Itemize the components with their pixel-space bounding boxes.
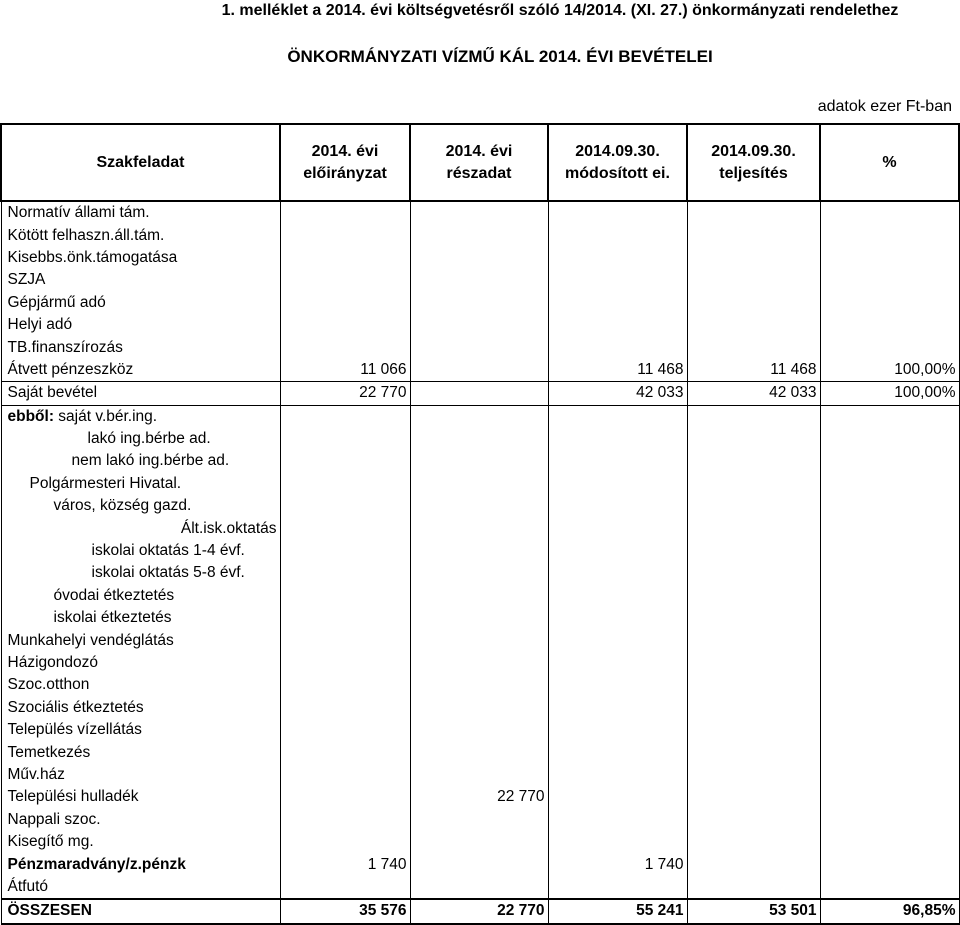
row-label bbox=[1, 314, 280, 336]
row-label-text: Kisebbs.önk.támogatása bbox=[7, 248, 178, 266]
row-label-text: Települési hulladék bbox=[7, 788, 139, 806]
cell-c3 bbox=[548, 495, 687, 517]
cell-c3 bbox=[548, 652, 687, 674]
cell-c1 bbox=[280, 741, 410, 763]
table-row bbox=[1, 876, 959, 899]
cell-c4 bbox=[687, 697, 820, 719]
cell-c5: 100,00% bbox=[820, 382, 959, 405]
total-c4: 53 501 bbox=[687, 899, 820, 923]
row-label-text: Polgármesteri Hivatal. bbox=[29, 474, 182, 492]
row-label bbox=[1, 786, 280, 808]
cell-c2 bbox=[410, 697, 548, 719]
row-label bbox=[1, 585, 280, 607]
row-label-text: Normatív állami tám. bbox=[7, 204, 150, 222]
row-label bbox=[1, 382, 280, 405]
cell-c2 bbox=[410, 853, 548, 875]
row-label-prefix: ebből: bbox=[7, 407, 54, 425]
cell-c3 bbox=[548, 585, 687, 607]
cell-c1: 1 740 bbox=[280, 853, 410, 875]
cell-c3 bbox=[548, 607, 687, 629]
table-row bbox=[1, 831, 959, 853]
table-row bbox=[1, 809, 959, 831]
cell-c4 bbox=[687, 719, 820, 741]
cell-c5 bbox=[820, 428, 959, 450]
cell-c3 bbox=[548, 517, 687, 539]
cell-c3 bbox=[548, 405, 687, 428]
cell-c3 bbox=[548, 473, 687, 495]
cell-c5 bbox=[820, 741, 959, 763]
table-row bbox=[1, 719, 959, 741]
cell-c4 bbox=[687, 495, 820, 517]
table-row bbox=[1, 314, 959, 336]
cell-c1 bbox=[280, 224, 410, 246]
cell-c2 bbox=[410, 359, 548, 382]
cell-c5 bbox=[820, 247, 959, 269]
row-label-text: nem lakó ing.bérbe ad. bbox=[71, 452, 230, 470]
cell-c2 bbox=[410, 292, 548, 314]
cell-c1 bbox=[280, 428, 410, 450]
row-label-text: Munkahelyi vendéglátás bbox=[7, 631, 174, 649]
table-header-row bbox=[1, 124, 959, 201]
row-label-text: Nappali szoc. bbox=[7, 810, 101, 828]
cell-c5 bbox=[820, 831, 959, 853]
cell-c5 bbox=[820, 853, 959, 875]
revenue-table bbox=[0, 123, 960, 925]
cell-c1 bbox=[280, 517, 410, 539]
row-label bbox=[1, 495, 280, 517]
cell-c4 bbox=[687, 741, 820, 763]
row-label-text: város, község gazd. bbox=[53, 497, 192, 515]
row-label-text: Műv.ház bbox=[7, 765, 65, 783]
cell-c1: 22 770 bbox=[280, 382, 410, 405]
cell-c3 bbox=[548, 314, 687, 336]
row-label-text: SZJA bbox=[7, 271, 46, 289]
cell-c3: 11 468 bbox=[548, 359, 687, 382]
row-label bbox=[1, 336, 280, 358]
row-label bbox=[1, 292, 280, 314]
cell-c5 bbox=[820, 495, 959, 517]
table-row bbox=[1, 336, 959, 358]
col-header-teljesites: 2014.09.30. teljesítés bbox=[687, 124, 820, 201]
cell-c4 bbox=[687, 652, 820, 674]
cell-c4 bbox=[687, 473, 820, 495]
cell-c5 bbox=[820, 540, 959, 562]
cell-c2 bbox=[410, 562, 548, 584]
cell-c5 bbox=[820, 585, 959, 607]
row-label-text: Szociális étkeztetés bbox=[7, 698, 144, 716]
row-label bbox=[1, 652, 280, 674]
table-row bbox=[1, 764, 959, 786]
cell-c2 bbox=[410, 831, 548, 853]
cell-c3 bbox=[548, 741, 687, 763]
cell-c4 bbox=[687, 853, 820, 875]
table-row bbox=[1, 450, 959, 472]
cell-c4 bbox=[687, 201, 820, 224]
col-header-reszadat: 2014. évi részadat bbox=[410, 124, 548, 201]
cell-c2 bbox=[410, 450, 548, 472]
document-title: ÖNKORMÁNYZATI VÍZMŰ KÁL 2014. ÉVI BEVÉTELEI bbox=[287, 47, 713, 66]
cell-c1 bbox=[280, 786, 410, 808]
cell-c1 bbox=[280, 652, 410, 674]
row-label bbox=[1, 719, 280, 741]
cell-c4 bbox=[687, 585, 820, 607]
cell-c3 bbox=[548, 428, 687, 450]
cell-c3 bbox=[548, 764, 687, 786]
cell-c1 bbox=[280, 292, 410, 314]
cell-c2 bbox=[410, 741, 548, 763]
cell-c5 bbox=[820, 517, 959, 539]
table-row bbox=[1, 607, 959, 629]
cell-c5 bbox=[820, 336, 959, 358]
cell-c4 bbox=[687, 809, 820, 831]
cell-c2 bbox=[410, 629, 548, 651]
row-label bbox=[1, 562, 280, 584]
cell-c1 bbox=[280, 629, 410, 651]
cell-c4 bbox=[687, 247, 820, 269]
cell-c4: 42 033 bbox=[687, 382, 820, 405]
cell-c2 bbox=[410, 336, 548, 358]
cell-c2 bbox=[410, 314, 548, 336]
cell-c4 bbox=[687, 450, 820, 472]
document-reference: 1. melléklet a 2014. évi költségvetésről szóló 14/2014. (XI. 27.) önkormányzati rendelethez bbox=[221, 2, 899, 19]
cell-c1 bbox=[280, 473, 410, 495]
cell-c5 bbox=[820, 201, 959, 224]
cell-c3 bbox=[548, 629, 687, 651]
cell-c4 bbox=[687, 764, 820, 786]
cell-c5 bbox=[820, 562, 959, 584]
cell-c1 bbox=[280, 540, 410, 562]
cell-c3 bbox=[548, 336, 687, 358]
cell-c1 bbox=[280, 314, 410, 336]
row-label bbox=[1, 428, 280, 450]
table-row bbox=[1, 201, 959, 224]
row-label-text: Kötött felhaszn.áll.tám. bbox=[7, 226, 165, 244]
total-c1: 35 576 bbox=[280, 899, 410, 923]
cell-c5 bbox=[820, 652, 959, 674]
cell-c2 bbox=[410, 674, 548, 696]
table-row bbox=[1, 359, 959, 382]
cell-c5 bbox=[820, 607, 959, 629]
row-label-text: Gépjármű adó bbox=[7, 293, 106, 311]
cell-c3: 42 033 bbox=[548, 382, 687, 405]
row-label-text: Szoc.otthon bbox=[7, 676, 90, 694]
row-label bbox=[1, 517, 280, 539]
row-label bbox=[1, 809, 280, 831]
table-row bbox=[1, 629, 959, 651]
row-label bbox=[1, 405, 280, 428]
cell-c2 bbox=[410, 585, 548, 607]
cell-c1 bbox=[280, 405, 410, 428]
cell-c2 bbox=[410, 405, 548, 428]
row-label-text: Kisegítő mg. bbox=[7, 833, 94, 851]
cell-c4 bbox=[687, 292, 820, 314]
row-label-text: Átfutó bbox=[7, 877, 48, 895]
row-label-text: Település vízellátás bbox=[7, 721, 142, 739]
cell-c3 bbox=[548, 247, 687, 269]
table-row bbox=[1, 786, 959, 808]
table-row bbox=[1, 382, 959, 405]
row-label-text: Saját bevétel bbox=[7, 384, 98, 402]
cell-c3 bbox=[548, 697, 687, 719]
table-row bbox=[1, 428, 959, 450]
col-header-modositott: 2014.09.30. módosított ei. bbox=[548, 124, 687, 201]
cell-c3 bbox=[548, 224, 687, 246]
cell-c4 bbox=[687, 517, 820, 539]
row-label bbox=[1, 697, 280, 719]
row-label bbox=[1, 269, 280, 291]
cell-c3 bbox=[548, 450, 687, 472]
row-label-text: Temetkezés bbox=[7, 743, 91, 761]
cell-c2 bbox=[410, 607, 548, 629]
cell-c2 bbox=[410, 764, 548, 786]
cell-c1 bbox=[280, 247, 410, 269]
cell-c5 bbox=[820, 269, 959, 291]
total-row bbox=[1, 899, 959, 923]
col-header-eloiranyzat: 2014. évi előirányzat bbox=[280, 124, 410, 201]
row-label-text: saját v.bér.ing. bbox=[54, 407, 158, 425]
cell-c5 bbox=[820, 876, 959, 899]
cell-c1 bbox=[280, 495, 410, 517]
cell-c1 bbox=[280, 876, 410, 899]
cell-c1 bbox=[280, 336, 410, 358]
row-label bbox=[1, 853, 280, 875]
cell-c1 bbox=[280, 562, 410, 584]
row-label-text: Ált.isk.oktatás bbox=[180, 519, 277, 537]
cell-c1 bbox=[280, 585, 410, 607]
row-label-text: iskolai oktatás 1-4 évf. bbox=[91, 542, 245, 560]
row-label bbox=[1, 629, 280, 651]
row-label bbox=[1, 201, 280, 224]
cell-c3 bbox=[548, 831, 687, 853]
table-row bbox=[1, 473, 959, 495]
row-label bbox=[1, 764, 280, 786]
cell-c4 bbox=[687, 405, 820, 428]
cell-c5 bbox=[820, 719, 959, 741]
row-label bbox=[1, 450, 280, 472]
cell-c4 bbox=[687, 629, 820, 651]
cell-c3 bbox=[548, 540, 687, 562]
cell-c5 bbox=[820, 809, 959, 831]
cell-c5 bbox=[820, 764, 959, 786]
cell-c3 bbox=[548, 269, 687, 291]
cell-c2 bbox=[410, 719, 548, 741]
col-header-szakfeladat: Szakfeladat bbox=[1, 124, 280, 201]
col-header-percent: % bbox=[820, 124, 959, 201]
cell-c3 bbox=[548, 674, 687, 696]
cell-c1 bbox=[280, 201, 410, 224]
total-label: ÖSSZESEN bbox=[1, 899, 280, 923]
row-label bbox=[1, 247, 280, 269]
row-label bbox=[1, 741, 280, 763]
cell-c2 bbox=[410, 201, 548, 224]
table-row bbox=[1, 674, 959, 696]
cell-c4 bbox=[687, 428, 820, 450]
cell-c3 bbox=[548, 292, 687, 314]
total-c2: 22 770 bbox=[410, 899, 548, 923]
row-label-text: óvodai étkeztetés bbox=[53, 586, 175, 604]
cell-c2 bbox=[410, 540, 548, 562]
cell-c4 bbox=[687, 336, 820, 358]
table-row bbox=[1, 495, 959, 517]
cell-c4 bbox=[687, 831, 820, 853]
row-label-text: Házigondozó bbox=[7, 654, 98, 671]
cell-c1 bbox=[280, 269, 410, 291]
row-label bbox=[1, 674, 280, 696]
cell-c4 bbox=[687, 314, 820, 336]
cell-c4 bbox=[687, 562, 820, 584]
cell-c4 bbox=[687, 540, 820, 562]
cell-c2 bbox=[410, 247, 548, 269]
cell-c4 bbox=[687, 786, 820, 808]
cell-c3 bbox=[548, 786, 687, 808]
row-label bbox=[1, 224, 280, 246]
cell-c2 bbox=[410, 382, 548, 405]
cell-c1 bbox=[280, 719, 410, 741]
total-c5: 96,85% bbox=[820, 899, 959, 923]
table-row bbox=[1, 517, 959, 539]
cell-c4 bbox=[687, 674, 820, 696]
cell-c3 bbox=[548, 809, 687, 831]
total-c3: 55 241 bbox=[548, 899, 687, 923]
row-label-text: TB.finanszírozás bbox=[7, 338, 123, 356]
row-label-text: lakó ing.bérbe ad. bbox=[87, 430, 211, 448]
table-row bbox=[1, 540, 959, 562]
cell-c2 bbox=[410, 495, 548, 517]
cell-c5 bbox=[820, 450, 959, 472]
cell-c1 bbox=[280, 831, 410, 853]
table-row bbox=[1, 652, 959, 674]
row-label-text: iskolai étkeztetés bbox=[53, 609, 172, 627]
row-label bbox=[1, 473, 280, 495]
cell-c1 bbox=[280, 674, 410, 696]
cell-c2 bbox=[410, 224, 548, 246]
table-row bbox=[1, 247, 959, 269]
cell-c1 bbox=[280, 450, 410, 472]
table-row bbox=[1, 853, 959, 875]
cell-c5 bbox=[820, 697, 959, 719]
table-row bbox=[1, 224, 959, 246]
table-row bbox=[1, 269, 959, 291]
cell-c1 bbox=[280, 607, 410, 629]
row-label bbox=[1, 831, 280, 853]
table-row bbox=[1, 741, 959, 763]
row-label bbox=[1, 540, 280, 562]
cell-c5 bbox=[820, 629, 959, 651]
cell-c5 bbox=[820, 292, 959, 314]
cell-c2 bbox=[410, 269, 548, 291]
table-row bbox=[1, 585, 959, 607]
table-row bbox=[1, 292, 959, 314]
row-label bbox=[1, 359, 280, 382]
cell-c4: 11 468 bbox=[687, 359, 820, 382]
row-label-text: Pénzmaradvány/z.pénzk bbox=[7, 855, 186, 873]
row-label bbox=[1, 876, 280, 899]
cell-c5 bbox=[820, 473, 959, 495]
cell-c5 bbox=[820, 314, 959, 336]
cell-c1 bbox=[280, 697, 410, 719]
cell-c2 bbox=[410, 876, 548, 899]
table-row bbox=[1, 697, 959, 719]
cell-c1 bbox=[280, 764, 410, 786]
cell-c2 bbox=[410, 652, 548, 674]
row-label-text: iskolai oktatás 5-8 évf. bbox=[91, 564, 245, 582]
cell-c5 bbox=[820, 786, 959, 808]
cell-c2: 22 770 bbox=[410, 786, 548, 808]
cell-c4 bbox=[687, 607, 820, 629]
table-row bbox=[1, 405, 959, 428]
cell-c3: 1 740 bbox=[548, 853, 687, 875]
row-label-text: Helyi adó bbox=[7, 316, 73, 334]
cell-c5: 100,00% bbox=[820, 359, 959, 382]
cell-c4 bbox=[687, 269, 820, 291]
cell-c2 bbox=[410, 428, 548, 450]
cell-c1: 11 066 bbox=[280, 359, 410, 382]
unit-note: adatok ezer Ft-ban bbox=[817, 98, 952, 115]
cell-c3 bbox=[548, 719, 687, 741]
table-row bbox=[1, 562, 959, 584]
cell-c3 bbox=[548, 876, 687, 899]
row-label-text: Átvett pénzeszköz bbox=[7, 360, 134, 378]
cell-c2 bbox=[410, 473, 548, 495]
cell-c1 bbox=[280, 809, 410, 831]
cell-c4 bbox=[687, 224, 820, 246]
row-label bbox=[1, 607, 280, 629]
cell-c5 bbox=[820, 224, 959, 246]
cell-c5 bbox=[820, 674, 959, 696]
cell-c4 bbox=[687, 876, 820, 899]
cell-c3 bbox=[548, 201, 687, 224]
cell-c2 bbox=[410, 517, 548, 539]
cell-c5 bbox=[820, 405, 959, 428]
cell-c3 bbox=[548, 562, 687, 584]
cell-c2 bbox=[410, 809, 548, 831]
